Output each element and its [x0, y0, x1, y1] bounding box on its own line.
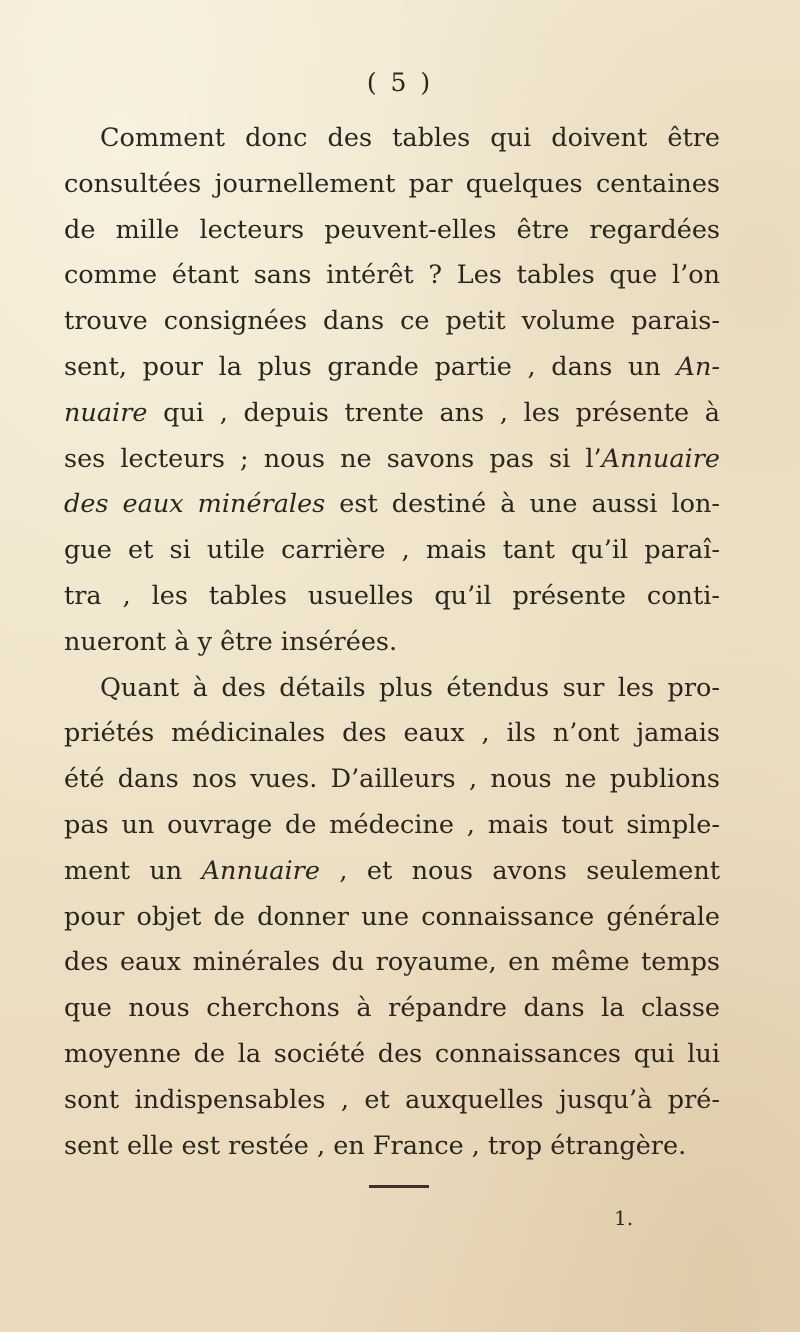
italic-text: Annuaire [201, 855, 320, 886]
text-line [64, 757, 720, 803]
italic-text: Annuaire [601, 443, 720, 474]
text-run: ses lecteurs ; nous ne savons pas si l’ [64, 443, 602, 474]
text-line [64, 299, 720, 345]
italic-text: des eaux minérales [64, 489, 326, 520]
text-line [64, 253, 720, 299]
text-line [64, 391, 720, 437]
text-line [64, 528, 720, 574]
text-line [64, 437, 720, 483]
text-run: qui , depuis trente ans , les présente à [147, 397, 720, 428]
text-line [64, 666, 720, 712]
text-line [64, 1078, 720, 1124]
text-run: consultées journellement par quelques centaines [64, 168, 720, 199]
text-line [64, 116, 720, 162]
text-run: sent, pour la plus grande partie , dans un [64, 351, 677, 382]
text-run: pour objet de donner une connaissance générale [64, 901, 720, 932]
text-run: été dans nos vues. D’ailleurs , nous ne publions [64, 764, 720, 795]
text-run: que nous cherchons à répandre dans la classe [64, 993, 720, 1024]
text-run: gue et si utile carrière , mais tant qu’il paraî- [64, 535, 720, 566]
text-run: est destiné à une aussi lon- [325, 489, 720, 520]
page-number: ( 5 ) [366, 68, 434, 97]
paragraph [64, 116, 720, 666]
text-line [64, 620, 720, 666]
text-line [64, 803, 720, 849]
paragraph [64, 666, 720, 1170]
text-run: nueront à y être insérées. [64, 626, 398, 657]
text-run: Comment donc des tables qui doivent être [100, 123, 720, 153]
text-run: trouve consignées dans ce petit volume parais- [64, 306, 720, 337]
text-run: ment un [64, 855, 202, 886]
page-body-text [64, 116, 720, 1169]
text-line [64, 940, 720, 986]
text-line [64, 208, 720, 254]
text-line [64, 162, 720, 208]
text-run: sent elle est restée , en France , trop étrangère. [64, 1130, 687, 1161]
text-run: pas un ouvrage de médecine , mais tout simple- [64, 809, 720, 840]
text-line [64, 1032, 720, 1078]
text-run: comme étant sans intérêt ? Les tables que l’on [64, 260, 720, 291]
text-line [64, 849, 720, 895]
text-run: Quant à des détails plus étendus sur les pro- [100, 672, 720, 703]
text-run: sont indispensables , et auxquelles jusqu’à pré- [64, 1084, 720, 1115]
section-rule [369, 1185, 429, 1188]
signature-mark: 1. [614, 1206, 634, 1230]
text-run: moyenne de la société des connaissances qui lui [64, 1038, 720, 1069]
text-run: , et nous avons seulement [319, 855, 720, 886]
text-run: tra , les tables usuelles qu’il présente conti- [64, 580, 720, 611]
text-line [64, 574, 720, 620]
italic-text: nuaire [64, 397, 148, 428]
italic-text: An- [676, 351, 720, 382]
text-line [64, 711, 720, 757]
text-line [64, 986, 720, 1032]
text-line [64, 345, 720, 391]
text-line [64, 482, 720, 528]
text-line [64, 1124, 720, 1170]
text-run: de mille lecteurs peuvent-elles être regardées [64, 214, 720, 245]
text-run: des eaux minérales du royaume, en même temps [64, 947, 720, 978]
text-run: priétés médicinales des eaux , ils n’ont jamais [64, 718, 720, 749]
text-line [64, 895, 720, 941]
